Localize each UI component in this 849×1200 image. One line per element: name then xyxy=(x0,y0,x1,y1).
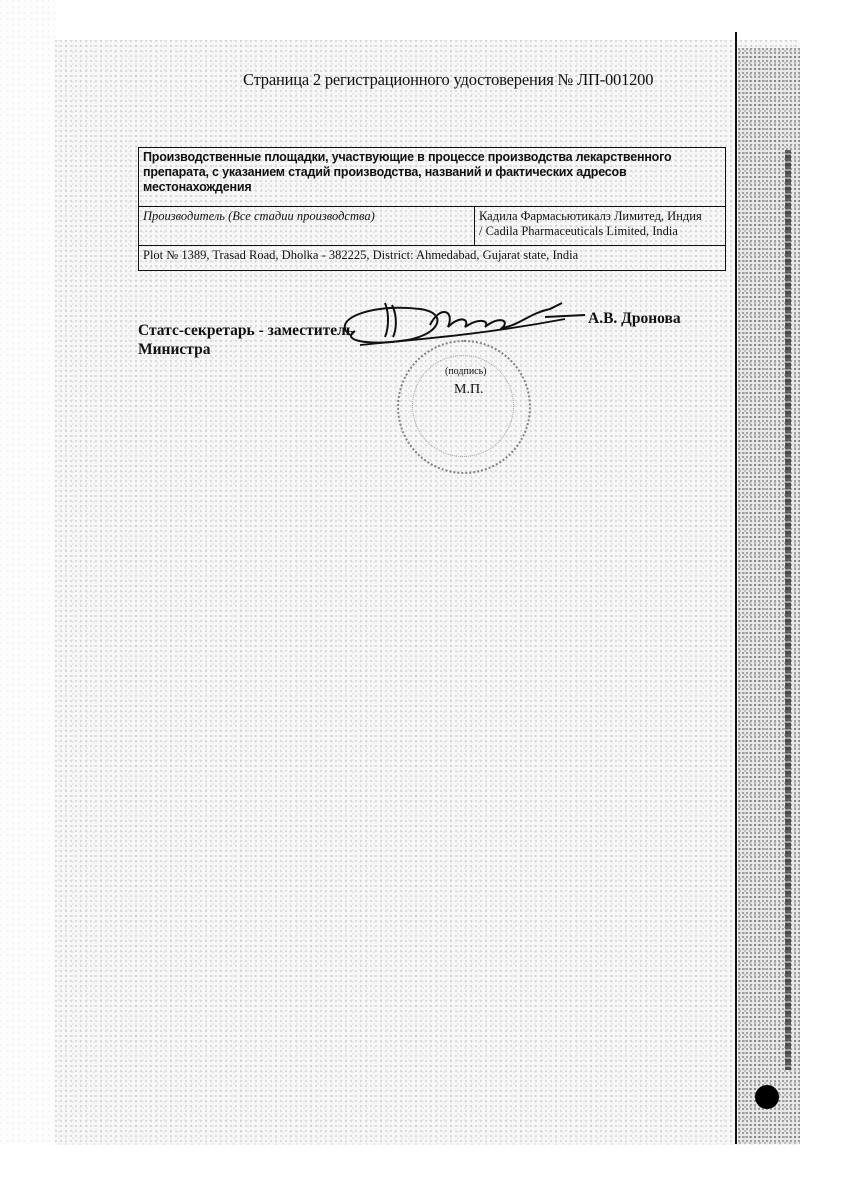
signer-position-line1: Статс-секретарь - заместитель xyxy=(138,322,355,339)
scan-margin-top xyxy=(0,0,849,40)
manufacturer-address: Plot № 1389, Trasad Road, Dholka - 382225, District: Ahmedabad, Gujarat state, India xyxy=(139,246,726,271)
signer-position-line2: Министра xyxy=(138,341,211,358)
manufacturer-role: Производитель (Все стадии производства) xyxy=(139,207,475,246)
table-row xyxy=(139,246,726,271)
page-title: Страница 2 регистрационного удостоверения № ЛП-001200 xyxy=(243,70,654,89)
production-sites-table xyxy=(138,147,726,271)
manufacturer-name xyxy=(475,207,726,246)
company-name-ru: Кадила Фармасьютикалз Лимитед, Индия xyxy=(479,209,702,223)
binding-line xyxy=(735,32,737,1144)
table-row xyxy=(139,207,726,246)
table-heading: Производственные площадки, участвующие в процессе производства лекарственного препарата, с указанием стадий производства, названий и фактических адресов местонахождения xyxy=(139,148,726,207)
scan-margin-bottom xyxy=(0,1145,849,1200)
scan-margin-right xyxy=(800,0,849,1200)
punch-hole-icon xyxy=(755,1085,779,1109)
stamp-caption: М.П. xyxy=(454,382,484,397)
binding-edge xyxy=(785,150,791,1070)
scan-margin-left xyxy=(0,0,55,1200)
signer-name: А.В. Дронова xyxy=(588,310,681,327)
signer-position xyxy=(138,321,354,359)
table-row xyxy=(139,148,726,207)
signature-caption: (подпись) xyxy=(445,366,487,377)
company-name-en: / Cadila Pharmaceuticals Limited, India xyxy=(479,224,678,238)
